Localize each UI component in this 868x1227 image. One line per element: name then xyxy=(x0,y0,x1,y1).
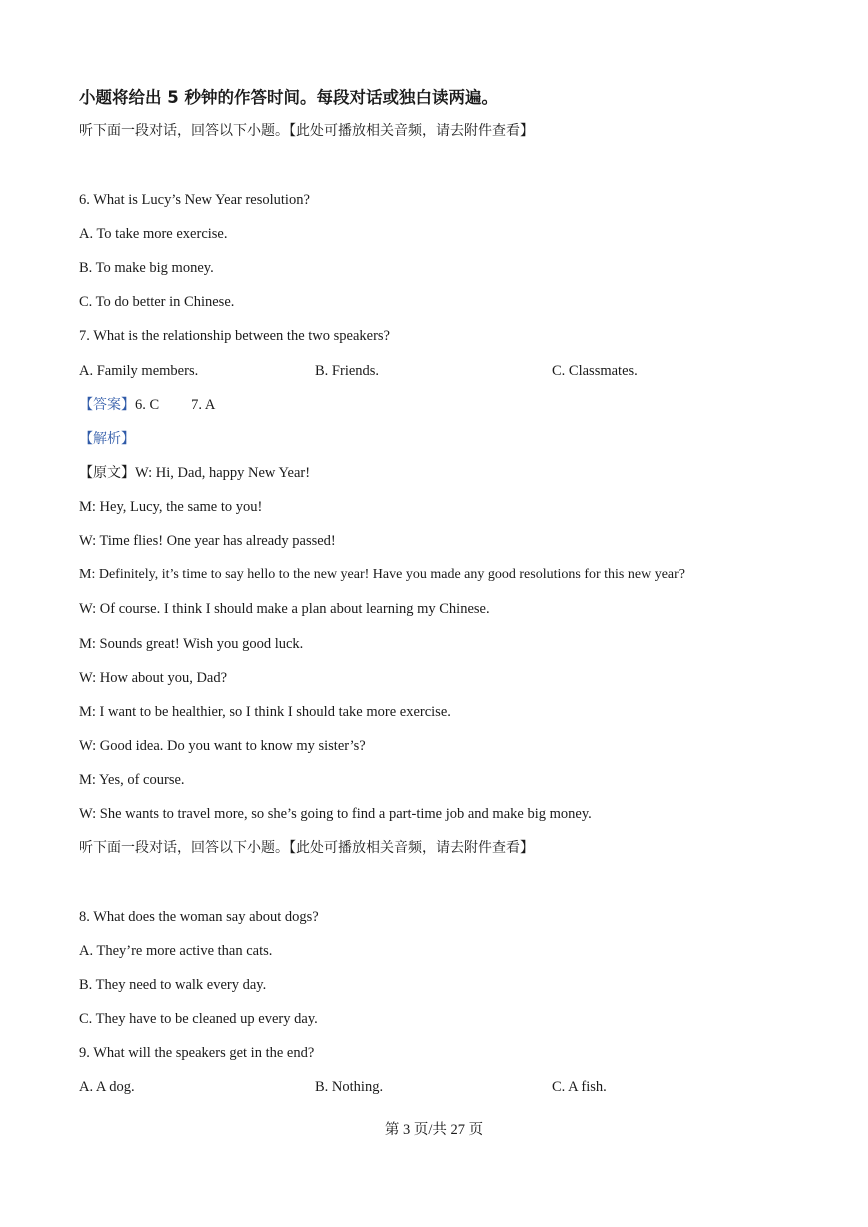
instruction-heading: 小题将给出 5 秒钟的作答时间。每段对话或独白读两遍。 xyxy=(79,88,498,107)
q8-option-c: C. They have to be cleaned up every day. xyxy=(79,1011,318,1027)
transcript-line: W: How about you, Dad? xyxy=(79,670,228,686)
transcript-line: M: Sounds great! Wish you good luck. xyxy=(79,636,304,652)
transcript-line: W: She wants to travel more, so she’s going to find a part-time job and make big money. xyxy=(79,806,592,822)
transcript-line: W: Good idea. Do you want to know my sister’s? xyxy=(79,738,366,754)
transcript-line: W: Time flies! One year has already passed! xyxy=(79,533,336,549)
q8-option-a: A. They’re more active than cats. xyxy=(79,943,273,959)
q8-option-b: B. They need to walk every day. xyxy=(79,977,267,993)
question-9: 9. What will the speakers get in the end? xyxy=(79,1045,315,1061)
q7-option-b: B. Friends. xyxy=(315,363,380,379)
transcript-line-0: W: Hi, Dad, happy New Year! xyxy=(135,465,311,481)
q7-option-a: A. Family members. xyxy=(79,363,199,379)
transcript-label: 【原文】 xyxy=(79,465,135,481)
q9-option-a: A. A dog. xyxy=(79,1079,135,1095)
question-8: 8. What does the woman say about dogs? xyxy=(79,909,319,925)
q6-option-b: B. To make big money. xyxy=(79,260,214,276)
transcript-first-line xyxy=(79,463,310,483)
transcript-line: M: Hey, Lucy, the same to you! xyxy=(79,499,263,515)
q9-option-b: B. Nothing. xyxy=(315,1079,384,1095)
transcript-line: M: Yes, of course. xyxy=(79,772,185,788)
page-footer: 第 3 页/共 27 页 xyxy=(384,1122,484,1138)
listen-prompt: 听下面一段对话，回答以下小题。【此处可播放相关音频，请去附件查看】 xyxy=(79,123,534,139)
question-6: 6. What is Lucy’s New Year resolution? xyxy=(79,192,310,208)
listen-prompt: 听下面一段对话，回答以下小题。【此处可播放相关音频，请去附件查看】 xyxy=(79,840,534,856)
transcript-line: W: Of course. I think I should make a plan about learning my Chinese. xyxy=(79,601,490,617)
answer-q7: 7. A xyxy=(191,397,216,413)
q6-option-c: C. To do better in Chinese. xyxy=(79,294,235,310)
q9-option-c: C. A fish. xyxy=(552,1079,607,1095)
analysis-label: 【解析】 xyxy=(79,431,135,447)
answer-q6: 6. C xyxy=(135,397,160,413)
question-7: 7. What is the relationship between the two speakers? xyxy=(79,328,390,344)
answer-label: 【答案】 xyxy=(79,397,135,413)
transcript-line: M: I want to be healthier, so I think I should take more exercise. xyxy=(79,704,451,720)
q6-option-a: A. To take more exercise. xyxy=(79,226,228,242)
transcript-line: M: Definitely, it’s time to say hello to the new year! Have you made any good resolutions for this new year? xyxy=(79,567,685,582)
q7-option-c: C. Classmates. xyxy=(552,363,638,379)
answer-line xyxy=(79,395,215,415)
